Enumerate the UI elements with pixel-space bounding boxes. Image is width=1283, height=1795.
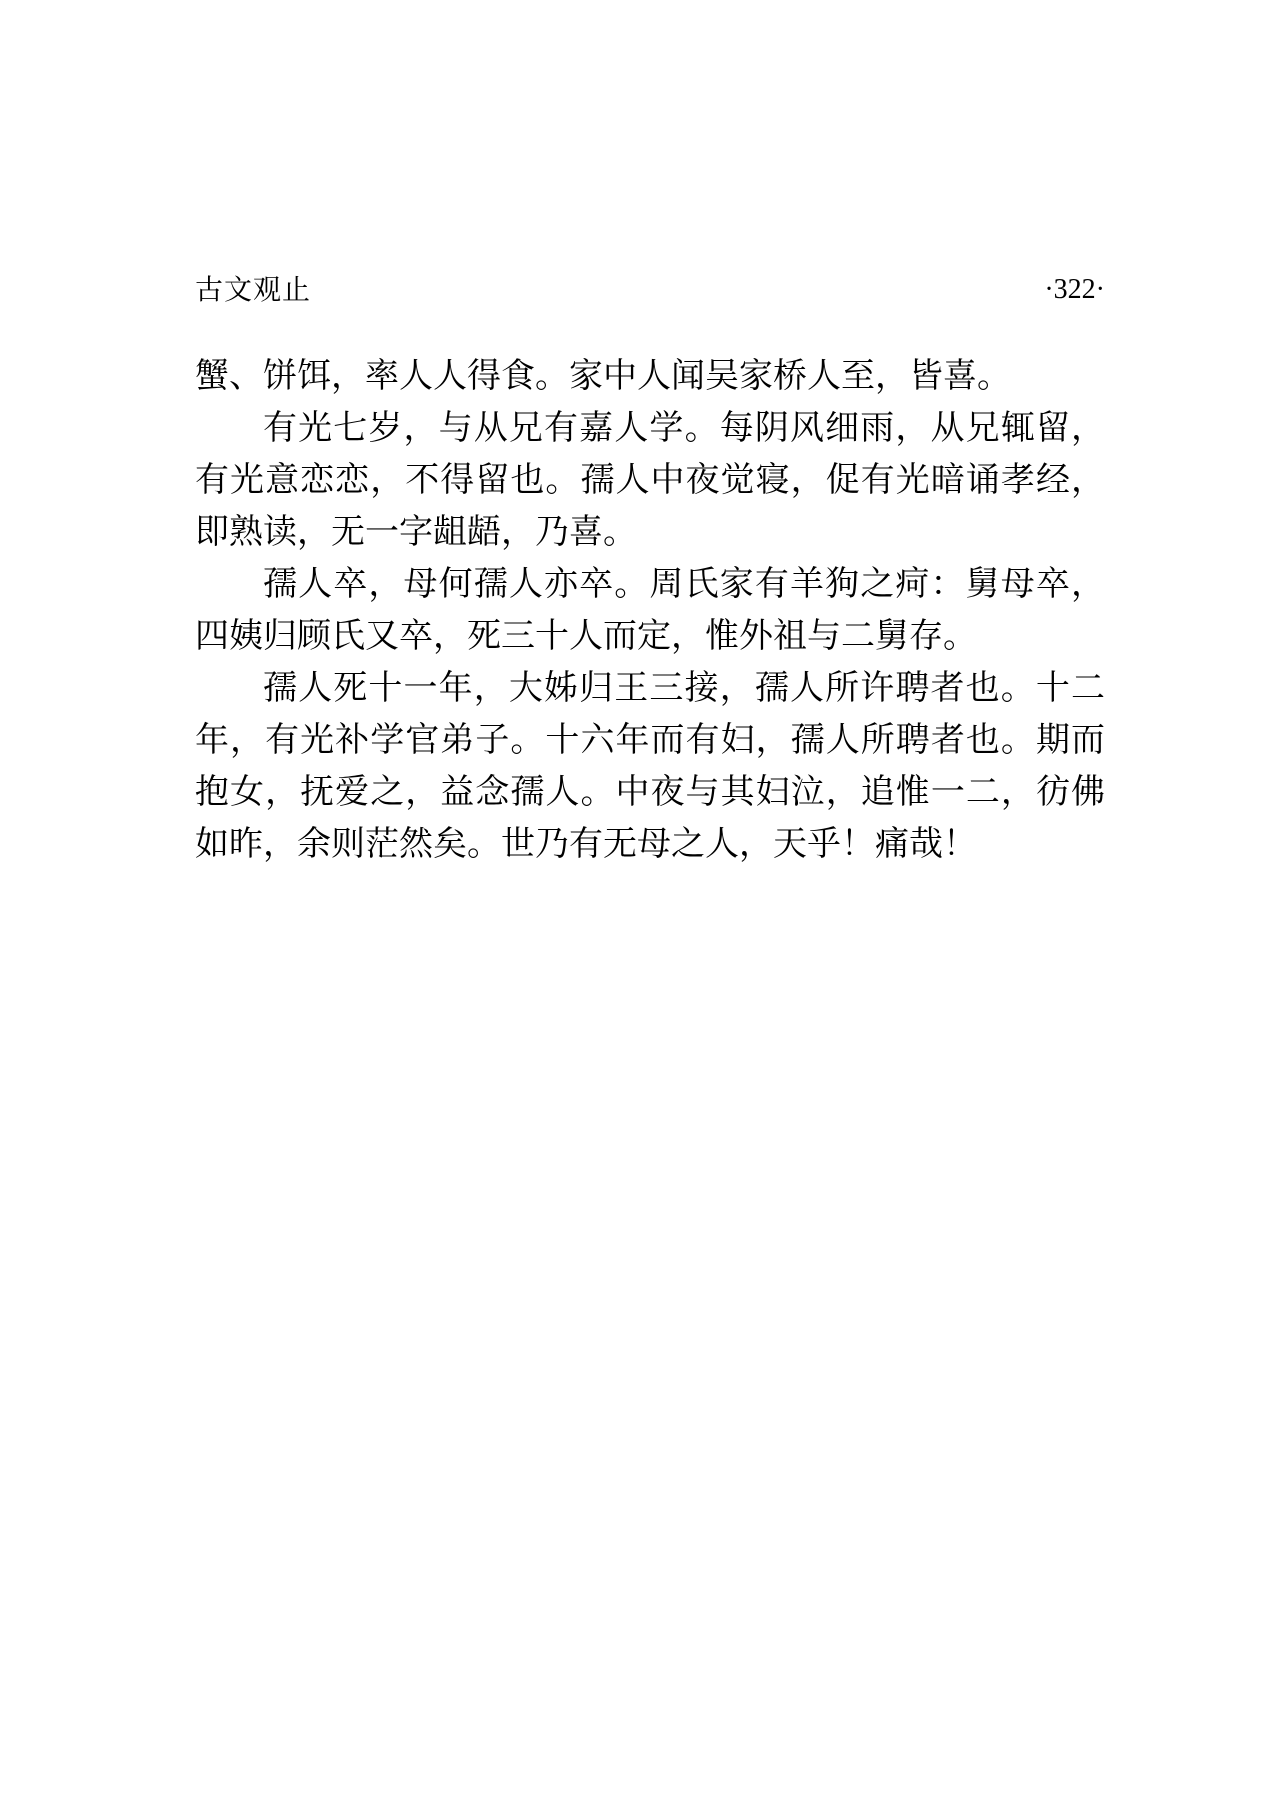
- paragraph: 孺人死十一年，大姊归王三接，孺人所许聘者也。十二年，有光补学官弟子。十六年而有妇，孺人所聘者也。期而抱女，抚爱之，益念孺人。中夜与其妇泣，追惟一二，彷佛如昨，余则茫然矣。世乃有无母之人，天乎！痛哉！: [195, 668, 1105, 864]
- book-title: 古文观止: [195, 273, 312, 306]
- page-number: ·322·: [1044, 274, 1105, 305]
- paragraph: 孺人卒，母何孺人亦卒。周氏家有羊狗之疴：舅母卒，四姨归顾氏又卒，死三十人而定，惟外祖与二舅存。: [195, 564, 1105, 656]
- paragraph: 有光七岁，与从兄有嘉人学。每阴风细雨，从兄辄留，有光意恋恋，不得留也。孺人中夜觉寝，促有光暗诵孝经，即熟读，无一字龃龉，乃喜。: [195, 408, 1105, 552]
- paragraph-continuation: 蟹、饼饵，率人人得食。家中人闻吴家桥人至，皆喜。: [195, 356, 1011, 396]
- page-header: [195, 268, 1105, 312]
- text-body: [195, 350, 1105, 870]
